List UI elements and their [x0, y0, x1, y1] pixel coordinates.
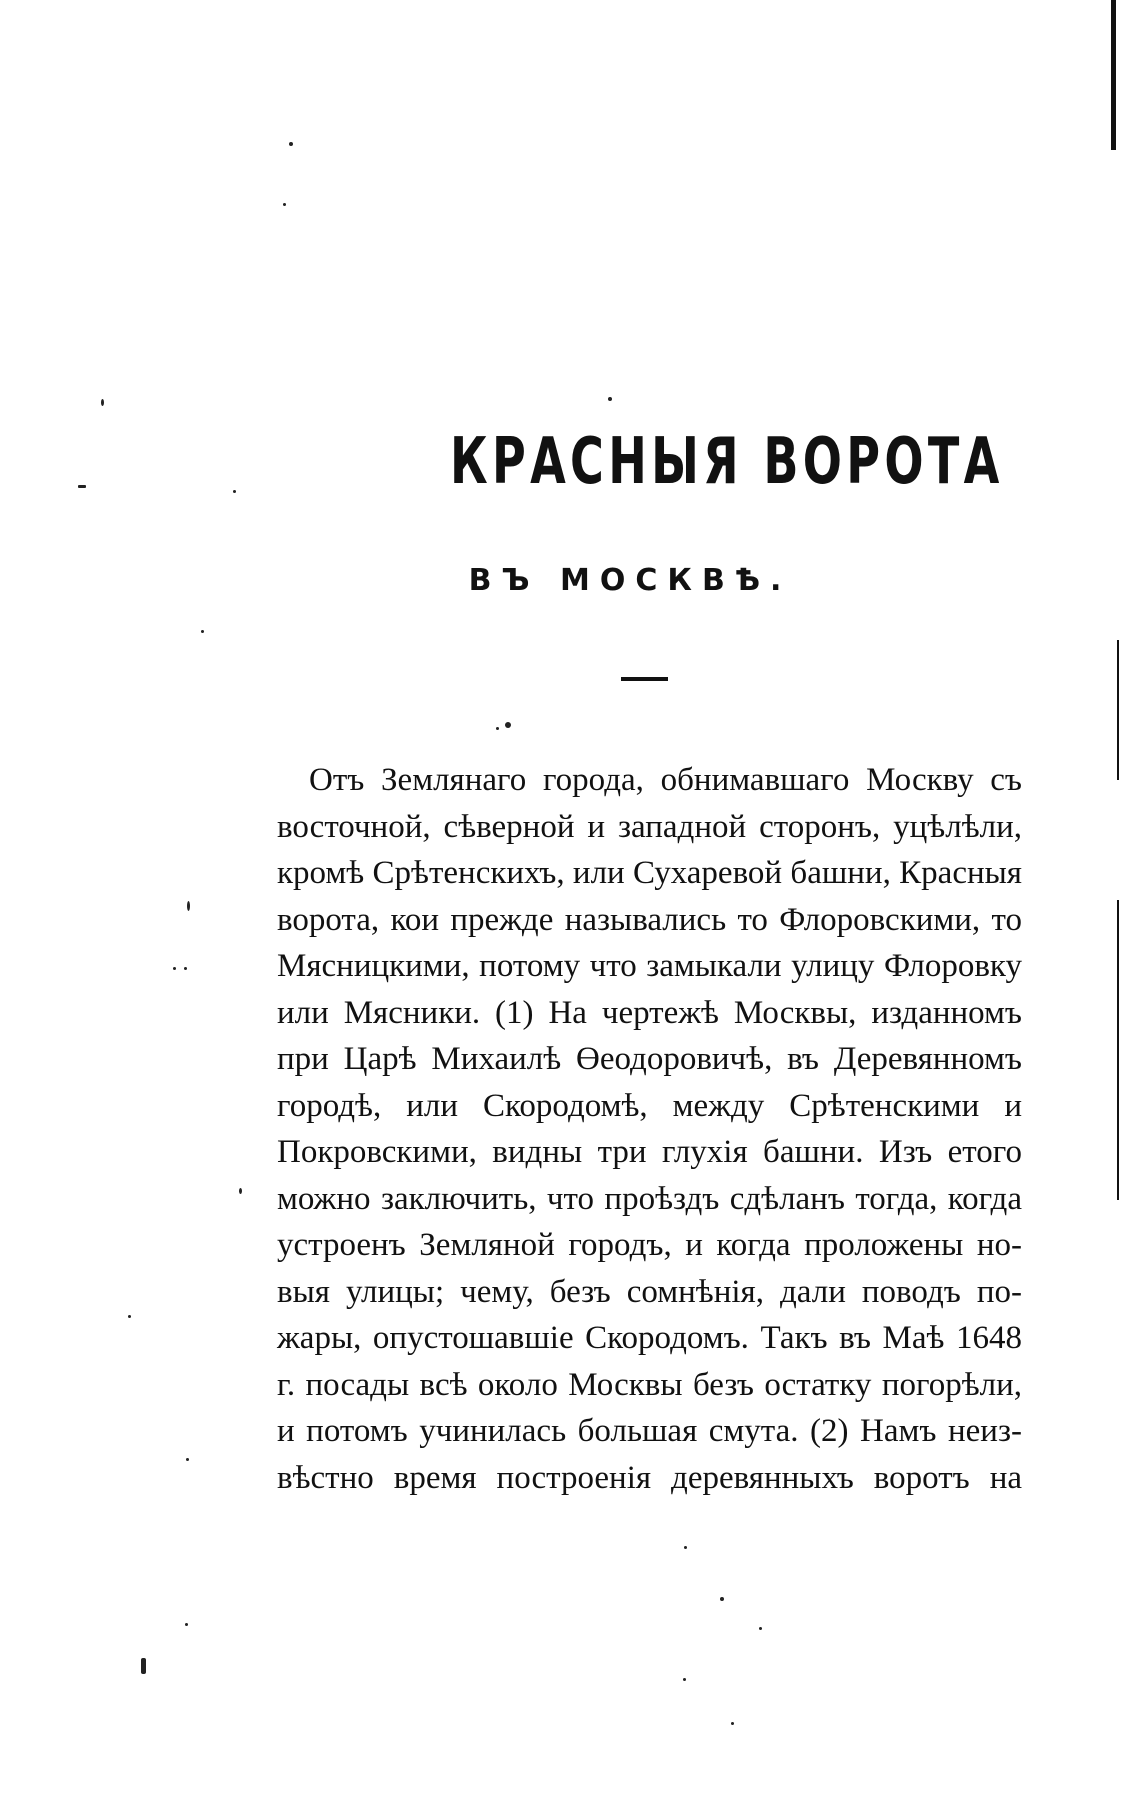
text-line: устроенъ Земляной городъ, и когда проложены но-	[277, 1227, 1022, 1263]
text-line: Мясницкими, потому что замыкали улицу Флоровку	[277, 948, 1022, 984]
scan-speck	[78, 485, 86, 488]
scan-edge-line	[1111, 0, 1116, 150]
text-line: можно заключить, что проѣздъ сдѣланъ тогда, когда	[277, 1180, 1022, 1217]
text-line: выя улицы; чему, безъ сомнѣнія, дали поводъ по-	[277, 1273, 1022, 1310]
text-line: восточной, сѣверной и западной сторонъ, уцѣлѣли,	[277, 808, 1022, 845]
scan-speck	[683, 1678, 686, 1681]
scan-speck	[184, 967, 187, 970]
scan-speck	[731, 1722, 734, 1725]
page-subtitle: ВЪ МОСКВѢ.	[468, 563, 792, 598]
scan-speck	[720, 1597, 724, 1601]
scan-speck	[496, 727, 499, 730]
page-title: КРАСНЫЯ ВОРОТА	[450, 425, 1004, 499]
text-line: Отъ Землянаго города, обнимавшаго Москву съ	[309, 762, 1022, 798]
text-line: и потомъ учинилась большая смута. (2) Намъ неиз-	[277, 1413, 1022, 1449]
scan-speck	[141, 1658, 146, 1674]
title-rule	[621, 677, 668, 681]
scan-speck	[185, 1623, 188, 1626]
text-line: вѣстно время построенія деревянныхъ воротъ на	[277, 1459, 1022, 1496]
text-line: кромѣ Срѣтенскихъ, или Сухаревой башни, Красныя	[277, 855, 1022, 891]
text-line: жары, опустошавшіе Скородомъ. Такъ въ Маѣ 1648	[277, 1320, 1022, 1356]
scan-speck	[505, 722, 511, 728]
scan-speck	[759, 1627, 762, 1630]
scan-speck	[233, 490, 236, 493]
scan-speck	[608, 397, 612, 401]
text-line: Покровскими, видны три глухія башни. Изъ етого	[277, 1134, 1022, 1170]
text-line: городѣ, или Скородомѣ, между Срѣтенскими и	[277, 1087, 1022, 1124]
scan-edge-line	[1117, 900, 1119, 1200]
text-line: при Царѣ Михаилѣ Өеодоровичѣ, въ Деревянномъ	[277, 1041, 1022, 1077]
scan-speck	[283, 203, 286, 206]
scan-speck	[101, 399, 104, 406]
scan-speck	[173, 967, 176, 970]
scan-speck	[201, 630, 204, 633]
scan-speck	[239, 1188, 242, 1194]
scan-edge-line	[1117, 640, 1119, 780]
scan-speck	[289, 142, 293, 146]
scan-speck	[684, 1546, 687, 1549]
text-line: или Мясники. (1) На чертежѣ Москвы, изданномъ	[277, 994, 1022, 1031]
scan-speck	[186, 1458, 189, 1461]
scan-speck	[128, 1315, 131, 1318]
text-line: г. посады всѣ около Москвы безъ остатку погорѣли,	[277, 1366, 1022, 1403]
text-line: ворота, кои прежде назывались то Флоровскими, то	[277, 901, 1022, 938]
body-paragraph	[277, 757, 1022, 1501]
scan-speck	[187, 901, 190, 911]
